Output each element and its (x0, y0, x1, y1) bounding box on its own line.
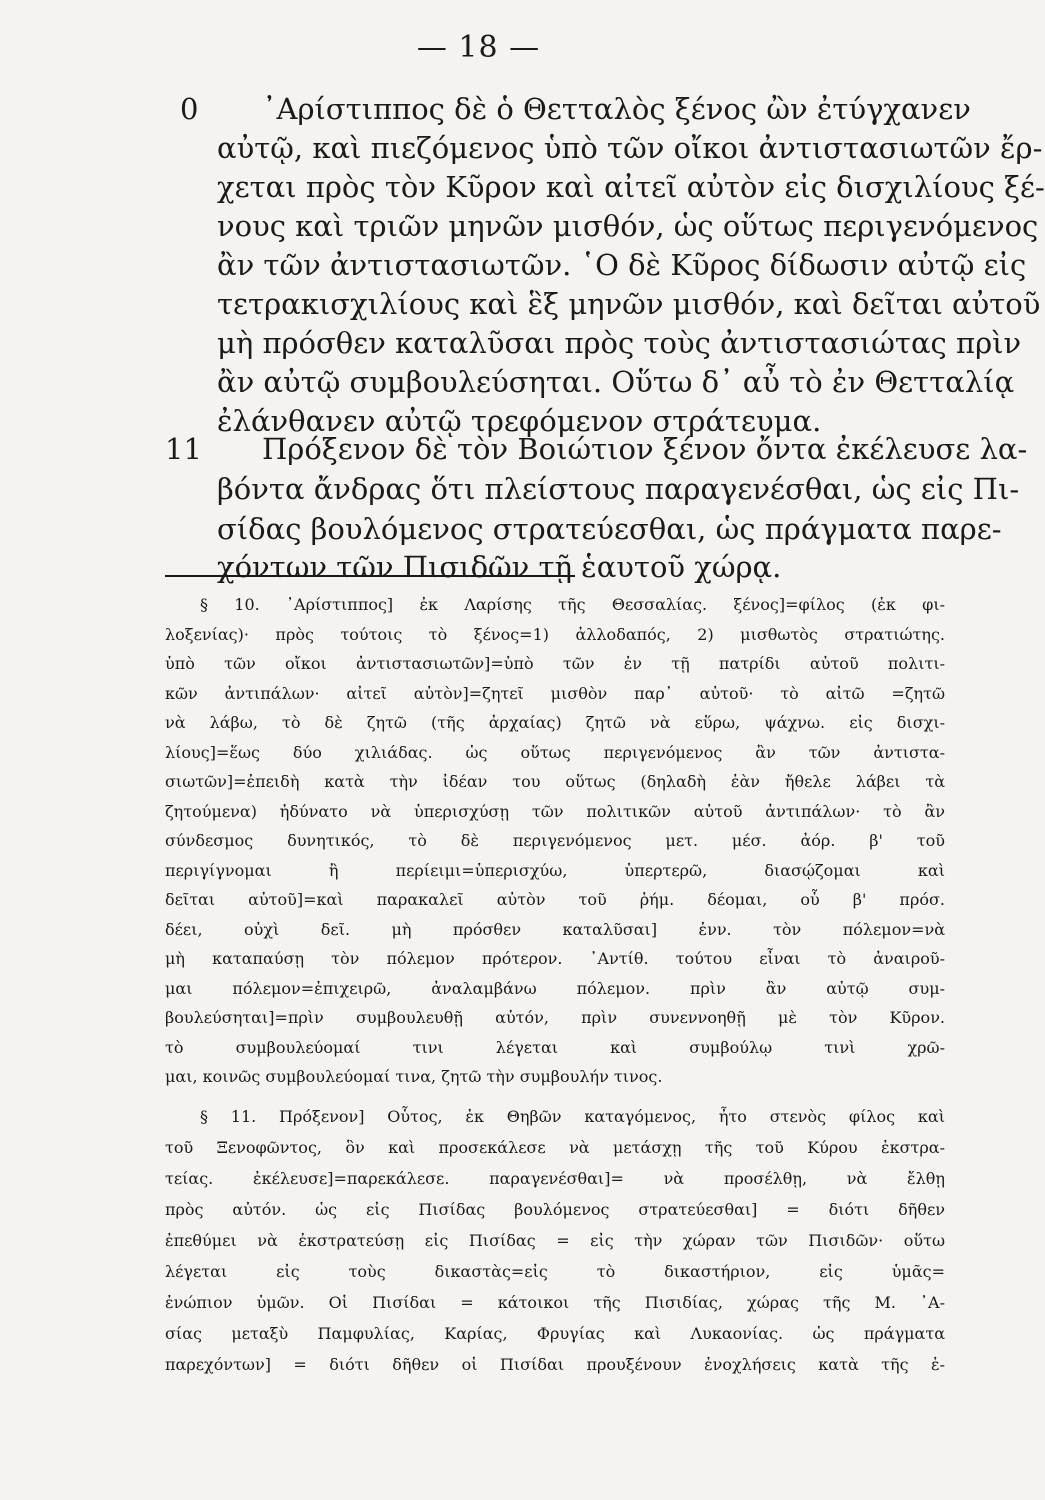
main-line: τετρακισχιλίους καὶ ἓξ μηνῶν μισθόν, καὶ δεῖται αὐτοῦ (217, 287, 1041, 321)
note-line: ἐπεθύμει νὰ ἐκστρατεύσῃ εἰς Πισίδας = εἰς τὴν χώραν τῶν Πισιδῶν· οὕτω (165, 1231, 945, 1250)
main-line: χόντων τῶν Πισιδῶν τῇ ἑαυτοῦ χώρᾳ. (217, 550, 782, 584)
note-line: σίας μεταξὺ Παμφυλίας, Καρίας, Φρυγίας καὶ Λυκαονίας. ὡς πράγματα (165, 1324, 945, 1343)
note-line: τείας. ἐκέλευσε]=παρεκάλεσε. παραγενέσθαι]= νὰ προσέλθῃ, νὰ ἔλθῃ (165, 1169, 945, 1188)
note-line: περιγίγνομαι ἢ περίειμι=ὑπερισχύω, ὑπερτερῶ, διασῴζομαι καὶ (165, 860, 945, 880)
note-line: σιωτῶν]=ἐπειδὴ κατὰ τὴν ἰδέαν του οὕτως (δηλαδὴ ἐὰν ἤθελε λάβει τὰ (165, 772, 945, 791)
note-line: λέγεται εἰς τοὺς δικαστὰς=εἰς τὸ δικαστήριον, εἰς ὑμᾶς= (165, 1262, 945, 1281)
note-line: ζητούμενα) ἠδύνατο νὰ ὑπερισχύσῃ τῶν πολιτικῶν αὐτοῦ ἀντιπάλων· τὸ ἂν (165, 801, 945, 821)
note-line: κῶν ἀντιπάλων· αἰτεῖ αὐτὸν]=ζητεῖ μισθὸν παρ᾿ αὐτοῦ· τὸ αἰτῶ =ζητῶ (165, 683, 945, 703)
note-line: ἐνώπιον ὑμῶν. Οἱ Πισίδαι = κάτοικοι τῆς Πισιδίας, χώρας τῆς Μ. ᾿Α- (165, 1293, 945, 1312)
main-line: Πρόξενον δὲ τὸν Βοιώτιον ξένον ὄντα ἐκέλευσε λα- (262, 432, 1028, 466)
main-line: σίδας βουλόμενος στρατεύεσθαι, ὡς πράγματα παρε- (217, 512, 1002, 546)
note-line: νὰ λάβω, τὸ δὲ ζητῶ (τῆς ἀρχαίας) ζητῶ νὰ εὕρω, ψάχνω. εἰς δισχι- (165, 713, 945, 732)
note-line: δεῖται αὐτοῦ]=καὶ παρακαλεῖ αὐτὸν τοῦ ῥήμ. δέομαι, οὗ β' πρόσ. (165, 890, 945, 909)
main-line: αὐτῷ, καὶ πιεζόμενος ὑπὸ τῶν οἴκοι ἀντιστασιωτῶν ἔρ- (217, 131, 1043, 165)
note-line: τοῦ Ξενοφῶντος, ὃν καὶ προσεκάλεσε νὰ μετάσχῃ τῆς τοῦ Κύρου ἐκστρα- (165, 1138, 945, 1157)
note-line: μαι, κοινῶς συμβουλεύομαί τινα, ζητῶ τὴν συμβουλήν τινος. (165, 1067, 663, 1086)
page-number: — 18 — (416, 30, 541, 65)
note-line: § 10. ᾿Αρίστιππος] ἐκ Λαρίσης τῆς Θεσσαλίας. ξένος]=φίλος (ἐκ φι- (200, 595, 945, 614)
note-line: § 11. Πρόξενον] Οὗτος, ἐκ Θηβῶν καταγόμενος, ἦτο στενὸς φίλος καὶ (200, 1107, 945, 1126)
main-line: ἐλάνθανεν αὐτῷ τρεφόμενον στράτευμα. (217, 404, 822, 438)
note-line: σύνδεσμος δυνητικός, τὸ δὲ περιγενόμενος μετ. μέσ. ἀόρ. β' τοῦ (165, 831, 945, 850)
main-line: ᾿Αρίστιππος δὲ ὁ Θετταλὸς ξένος ὢν ἐτύγχανεν (262, 92, 971, 126)
note-line: δέει, οὐχὶ δεῖ. μὴ πρόσθεν καταλῦσαι] ἐνν. τὸν πόλεμον=νὰ (165, 919, 945, 939)
main-line: βόντα ἄνδρας ὅτι πλείστους παραγενέσθαι, ὡς εἰς Πι- (217, 472, 1020, 506)
note-line: τὸ συμβουλεύομαί τινι λέγεται καὶ συμβούλῳ τινὶ χρῶ- (165, 1037, 945, 1057)
footnote-divider (165, 575, 575, 577)
main-line: νους καὶ τριῶν μηνῶν μισθόν, ὡς οὕτως περιγενόμενος (217, 209, 1039, 243)
note-line: παρεχόντων] = διότι δῆθεν οἱ Πισίδαι προυξένουν ἐνοχλήσεις κατὰ τῆς ἑ- (165, 1355, 945, 1374)
main-line: χεται πρὸς τὸν Κῦρον καὶ αἰτεῖ αὐτὸν εἰς δισχιλίους ξέ- (217, 170, 1045, 204)
main-line: ἂν τῶν ἀντιστασιωτῶν. ῾Ο δὲ Κῦρος δίδωσιν αὐτῷ εἰς (217, 248, 1027, 282)
note-line: ὑπὸ τῶν οἴκοι ἀντιστασιωτῶν]=ὑπὸ τῶν ἐν τῇ πατρίδι αὐτοῦ πολιτι- (165, 654, 945, 673)
section-number: 0 (180, 92, 199, 126)
main-line: ἂν αὐτῷ συμβουλεύσηται. Οὕτω δ᾿ αὖ τὸ ἐν Θετταλίᾳ (217, 365, 1015, 399)
section-number: 11 (165, 432, 202, 466)
note-line: πρὸς αὐτόν. ὡς εἰς Πισίδας βουλόμενος στρατεύεσθαι] = διότι δῆθεν (165, 1200, 945, 1219)
note-line: μαι πόλεμον=ἐπιχειρῶ, ἀναλαμβάνω πόλεμον. πρὶν ἂν αὐτῷ συμ- (165, 978, 945, 998)
note-line: λίους]=ἕως δύο χιλιάδας. ὡς οὕτως περιγενόμενος ἂν τῶν ἀντιστα- (165, 742, 945, 762)
note-line: μὴ καταπαύσῃ τὸν πόλεμον πρότερον. ᾿Αντίθ. τούτου εἶναι τὸ ἀναιροῦ- (165, 949, 945, 968)
note-line: λοξενίας)· πρὸς τούτοις τὸ ξένος=1) ἀλλοδαπός, 2) μισθωτὸς στρατιώτης. (165, 624, 945, 644)
note-line: βουλεύσηται]=πρὶν συμβουλευθῇ αὐτόν, πρὶν συνεννοηθῇ μὲ τὸν Κῦρον. (165, 1008, 945, 1027)
main-line: μὴ πρόσθεν καταλῦσαι πρὸς τοὺς ἀντιστασιώτας πρὶν (217, 326, 1022, 360)
